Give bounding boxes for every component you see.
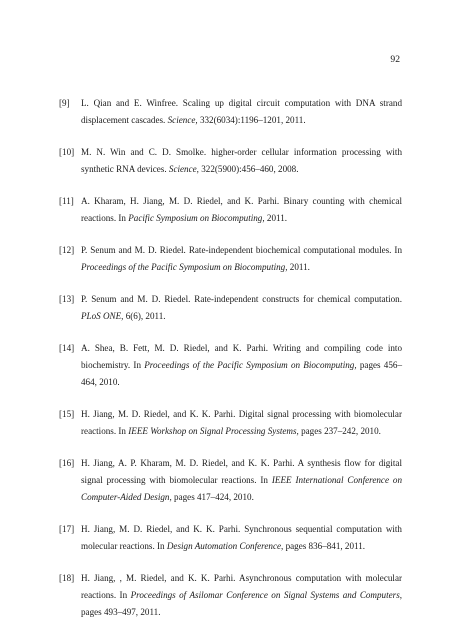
- reference-details: pages 417–424, 2010.: [174, 492, 254, 502]
- reference-entry: [59, 570, 402, 621]
- reference-details: pages 493–497, 2011.: [81, 607, 161, 617]
- reference-venue: Proceedings of the Pacific Symposium on Biocomputing,: [144, 360, 357, 370]
- reference-title: Rate-independent constructs for chemical computation.: [194, 294, 402, 304]
- reference-authors: P. Senum and M. D. Riedel.: [81, 294, 191, 304]
- reference-details: pages 237–242, 2010.: [301, 426, 381, 436]
- reference-authors: H. Jiang, M. D. Riedel, and K. K. Parhi.: [81, 524, 241, 534]
- reference-authors: M. N. Win and C. D. Smolke.: [81, 147, 207, 157]
- reference-details: 2011.: [266, 213, 288, 223]
- reference-venue: PLoS ONE,: [81, 311, 124, 321]
- reference-title: Asynchronous computation with molecular reactions. In: [81, 573, 403, 600]
- reference-details: 6(6), 2011.: [125, 311, 166, 321]
- reference-venue: IEEE International Conference on Computer-Aided Design,: [81, 475, 402, 502]
- reference-label: [13]: [59, 294, 75, 304]
- reference-label: [11]: [59, 196, 74, 206]
- reference-entry: [59, 521, 402, 555]
- reference-authors: H. Jiang, A. P. Kharam, M. D. Riedel, and K. K. Parhi.: [81, 458, 295, 468]
- reference-venue: Proceedings of Asilomar Conference on Signal Systems and Computers,: [130, 590, 403, 600]
- reference-label: [12]: [59, 245, 75, 255]
- reference-title: Scaling up digital circuit computation with DNA strand displacement cascades.: [81, 98, 402, 125]
- reference-entry: [59, 406, 402, 440]
- reference-title: Binary counting with chemical reactions. In: [81, 196, 402, 223]
- page-number: 92: [390, 54, 400, 65]
- reference-label: [10]: [59, 147, 75, 157]
- reference-title: higher-order cellular information processing with synthetic RNA devices.: [81, 147, 402, 174]
- reference-entry: [59, 242, 402, 276]
- reference-entry: [59, 193, 402, 227]
- reference-label: [16]: [59, 458, 75, 468]
- reference-label: [18]: [59, 573, 75, 583]
- reference-details: pages 456–464, 2010.: [81, 360, 402, 387]
- reference-entry: [59, 455, 402, 506]
- reference-venue: IEEE Workshop on Signal Processing Systems,: [128, 426, 299, 436]
- reference-entry: [59, 340, 402, 391]
- reference-title: A synthesis flow for digital signal processing with biomolecular reactions. In: [81, 458, 402, 485]
- reference-authors: H. Jiang, , M. Riedel, and K. K. Parhi.: [81, 573, 236, 583]
- reference-authors: L. Qian and E. Winfree.: [81, 98, 179, 108]
- reference-details: 2011.: [289, 262, 310, 272]
- reference-entry: [59, 291, 402, 325]
- reference-title: Writing and compiling code into biochemistry. In: [81, 343, 402, 370]
- reference-details: 332(6034):1196–1201, 2011.: [199, 115, 306, 125]
- reference-title: Rate-independent biochemical computational modules. In: [188, 245, 402, 255]
- reference-venue: Science,: [167, 115, 198, 125]
- reference-label: [14]: [59, 343, 75, 353]
- reference-entry: [59, 144, 402, 178]
- reference-label: [9]: [59, 98, 70, 108]
- reference-authors: P. Senum and M. D. Riedel.: [81, 245, 186, 255]
- reference-label: [15]: [59, 409, 75, 419]
- reference-title: Synchronous sequential computation with molecular reactions. In: [81, 524, 402, 551]
- reference-authors: A. Shea, B. Fett, M. D. Riedel, and K. Parhi.: [81, 343, 269, 353]
- reference-title: Digital signal processing with biomolecular reactions. In: [81, 409, 402, 436]
- reference-venue: Pacific Symposium on Biocomputing,: [128, 213, 265, 223]
- reference-entry: [59, 95, 402, 129]
- reference-venue: Science,: [168, 164, 199, 174]
- reference-list: [59, 95, 402, 636]
- reference-authors: H. Jiang, M. D. Riedel, and K. K. Parhi.: [81, 409, 236, 419]
- reference-details: 322(5900):456–460, 2008.: [201, 164, 299, 174]
- reference-venue: Proceedings of the Pacific Symposium on Biocomputing,: [81, 262, 288, 272]
- reference-authors: A. Kharam, H. Jiang, M. D. Riedel, and K. Parhi.: [81, 196, 280, 206]
- reference-venue: Design Automation Conference,: [166, 541, 284, 551]
- reference-details: pages 836–841, 2011.: [285, 541, 366, 551]
- reference-label: [17]: [59, 524, 75, 534]
